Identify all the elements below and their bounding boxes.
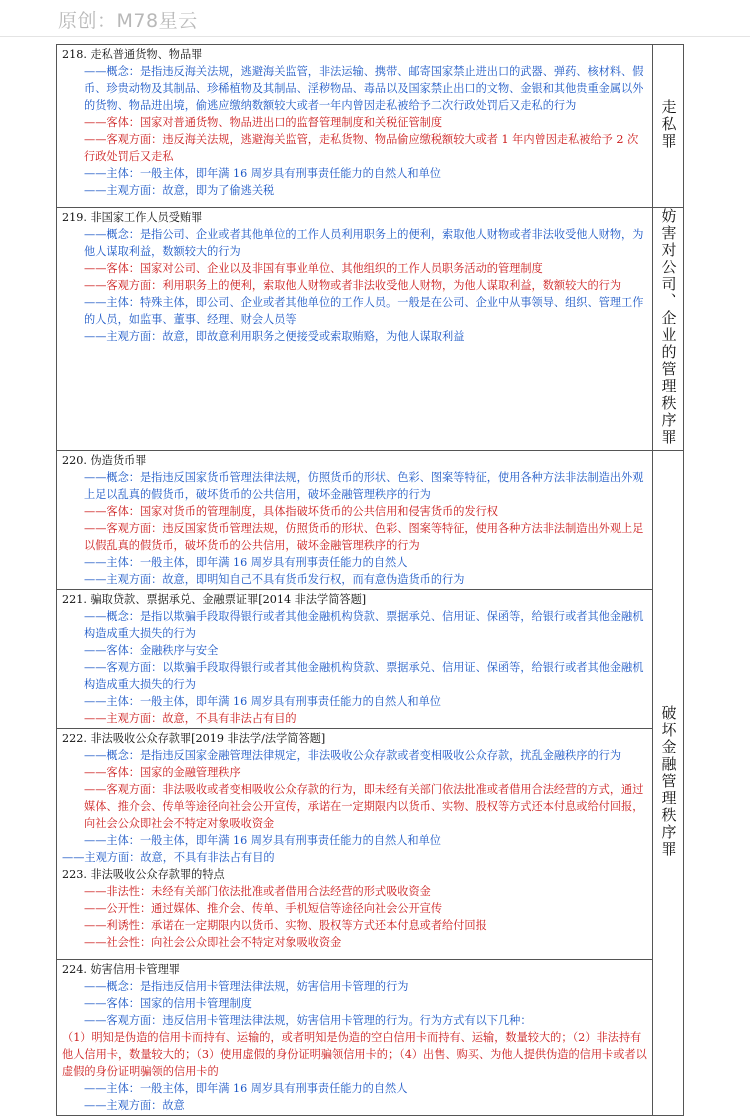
category-label: 妨害对公司、企业的管理秩序罪 xyxy=(659,208,678,446)
entry-title: 219. 非国家工作人员受贿罪 xyxy=(62,211,203,224)
entry-222 xyxy=(57,729,653,960)
table-row xyxy=(57,590,684,729)
object-text: ——客体：国家的金融管理秩序 xyxy=(84,766,241,779)
subjective-text: ——主观方面：故意，即为了偷逃关税 xyxy=(84,184,275,197)
crime-table xyxy=(56,44,684,1116)
objective-text: ——客观方面：以欺骗手段取得银行或者其他金融机构贷款、票据承兑、信用证、保函等，给银行或者其他金融机构造成重大损失的行为 xyxy=(84,661,644,691)
subject-text: ——主体：特殊主体，即公司、企业或者其他单位的工作人员。一般是在公司、企业中从事领导、组织、管理工作的人员，如监事、董事、经理、财会人员等 xyxy=(84,296,644,326)
subject-text: ——主体：一般主体，即年满 16 周岁具有刑事责任能力的自然人和单位 xyxy=(84,834,441,847)
concept-text: ——概念：是指违反国家金融管理法律规定，非法吸收公众存款或者变相吸收公众存款，扰乱金融秩序的行为 xyxy=(84,749,622,762)
entry-title: 218. 走私普通货物、物品罪 xyxy=(62,48,203,61)
feature-publicity: ——公开性：通过媒体、推介会、传单、手机短信等途径向社会公开宣传 xyxy=(84,902,443,915)
table-row xyxy=(57,729,684,960)
objective-text: ——客观方面：利用职务上的便利，索取他人财物或者非法收受他人财物，为他人谋取利益，数额较大的行为 xyxy=(84,279,622,292)
category-label: 破坏金融管理秩序罪 xyxy=(659,704,678,858)
objective-text: ——客观方面：非法吸收或者变相吸收公众存款的行为，即未经有关部门依法批准或者借用合法经营的方式，通过媒体、推介会、传单等途径向社会公开宣传，承诺在一定期限内以货币、实物、股权等方式还本付息或给付回报，向社会公众即社会不特定对象吸收资金 xyxy=(84,783,644,830)
subjective-text: ——主观方面：故意 xyxy=(84,1099,185,1112)
objective-text: ——客观方面：违反信用卡管理法律法规，妨害信用卡管理的行为。行为方式有以下几种： xyxy=(84,1014,532,1027)
entry-221 xyxy=(57,590,653,729)
entry-223-title: 223. 非法吸收公众存款罪的特点 xyxy=(62,868,225,881)
feature-inducement: ——利诱性：承诺在一定期限内以货币、实物、股权等方式还本付息或者给付回报 xyxy=(84,919,487,932)
table-row xyxy=(57,45,684,208)
table-row xyxy=(57,208,684,451)
entry-title: 221. 骗取贷款、票据承兑、金融票证罪[2014 非法学简答题] xyxy=(62,593,367,606)
subject-text: ——主体：一般主体，即年满 16 周岁具有刑事责任能力的自然人和单位 xyxy=(84,167,441,180)
subjective-text: ——主观方面：故意，即故意利用职务之便接受或索取贿赂，为他人谋取利益 xyxy=(84,330,465,343)
subject-text: ——主体：一般主体，即年满 16 周岁具有刑事责任能力的自然人 xyxy=(84,556,408,569)
entry-title: 224. 妨害信用卡管理罪 xyxy=(62,963,180,976)
object-text: ——客体：国家对普通货物、物品进出口的监督管理制度和关税征管制度 xyxy=(84,116,443,129)
feature-illegality: ——非法性：未经有关部门依法批准或者借用合法经营的形式吸收资金 xyxy=(84,885,431,898)
object-text: ——客体：国家对货币的管理制度，具体指破坏货币的公共信用和侵害货币的发行权 xyxy=(84,505,498,518)
subjective-text: ——主观方面：故意，不具有非法占有目的 xyxy=(62,851,275,864)
watermark-header: 原创：M78星云 xyxy=(58,10,198,32)
category-cell xyxy=(653,45,684,208)
concept-text: ——概念：是指违反信用卡管理法律法规，妨害信用卡管理的行为 xyxy=(84,980,409,993)
concept-text: ——概念：是指违反国家货币管理法律法规，仿照货币的形状、色彩、图案等特征，使用各种方法非法制造出外观上足以乱真的假货币，破坏货币的公共信用，破坏金融管理秩序的行为 xyxy=(84,471,644,501)
category-label: 走私罪 xyxy=(659,98,678,150)
concept-text: ——概念：是指违反海关法规，逃避海关监管，非法运输、携带、邮寄国家禁止进出口的武器、弹药、核材料、假币、珍贵动物及其制品、珍稀植物及其制品、淫秽物品、毒品以及国家禁止出口的文物、金银和其他贵重金属以外的货物、物品进出境，偷逃应缴纳数额较大或者一年内曾因走私被给予二次行政处罚后又走私的行为 xyxy=(84,65,644,112)
feature-sociality: ——社会性：向社会公众即社会不特定对象吸收资金 xyxy=(84,936,342,949)
entry-224 xyxy=(57,960,653,1116)
subjective-text: ——主观方面：故意，不具有非法占有目的 xyxy=(84,712,297,725)
entry-title: 222. 非法吸收公众存款罪[2019 非法学/法学简答题] xyxy=(62,732,326,745)
methods-list: （1）明知是伪造的信用卡而持有、运输的，或者明知是伪造的空白信用卡而持有、运输，数量较大的；（2）非法持有他人信用卡，数量较大的；（3）使用虚假的身份证明骗领信用卡的；（4）出售、购买、为他人提供伪造的信用卡或者以虚假的身份证明骗领的信用卡的 xyxy=(62,1031,647,1078)
header-divider xyxy=(0,36,750,37)
subject-text: ——主体：一般主体，即年满 16 周岁具有刑事责任能力的自然人 xyxy=(84,1082,408,1095)
concept-text: ——概念：是指公司、企业或者其他单位的工作人员利用职务上的便利，索取他人财物或者非法收受他人财物，为他人谋取利益，数额较大的行为 xyxy=(84,228,644,258)
subject-text: ——主体：一般主体，即年满 16 周岁具有刑事责任能力的自然人和单位 xyxy=(84,695,441,708)
entry-220 xyxy=(57,451,653,590)
concept-text: ——概念：是指以欺骗手段取得银行或者其他金融机构贷款、票据承兑、信用证、保函等，给银行或者其他金融机构造成重大损失的行为 xyxy=(84,610,644,640)
object-text: ——客体：国家的信用卡管理制度 xyxy=(84,997,252,1010)
entry-title: 220. 伪造货币罪 xyxy=(62,454,147,467)
objective-text: ——客观方面：违反海关法规，逃避海关监管，走私货物、物品偷应缴税额较大或者 1 年内曾因走私被给予 2 次行政处罚后又走私 xyxy=(84,133,639,163)
object-text: ——客体：国家对公司、企业以及非国有事业单位、其他组织的工作人员职务活动的管理制度 xyxy=(84,262,543,275)
entry-219 xyxy=(57,208,653,451)
object-text: ——客体：金融秩序与安全 xyxy=(84,644,219,657)
category-cell xyxy=(653,208,684,451)
table-row xyxy=(57,451,684,590)
category-cell xyxy=(653,451,684,1116)
subjective-text: ——主观方面：故意，即明知自己不具有货币发行权，而有意伪造货币的行为 xyxy=(84,573,465,586)
objective-text: ——客观方面：违反国家货币管理法规，仿照货币的形状、色彩、图案等特征，使用各种方法非法制造出外观上足以假乱真的假货币，破坏货币的公共信用，破坏金融管理秩序的行为 xyxy=(84,522,644,552)
entry-218 xyxy=(57,45,653,208)
table-row xyxy=(57,960,684,1116)
